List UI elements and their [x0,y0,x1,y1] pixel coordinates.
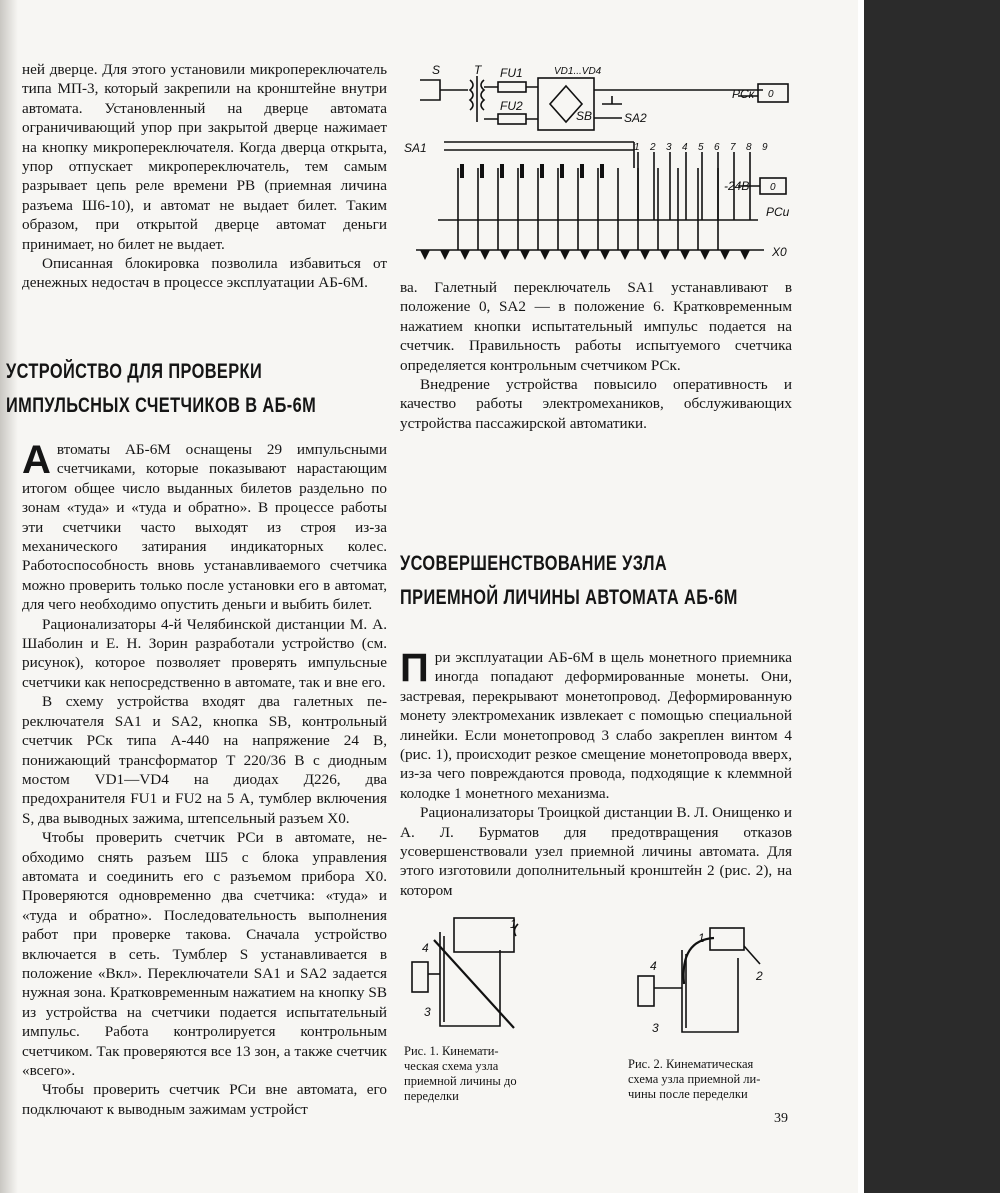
article-paragraph: Чтобы проверить счетчик PCи в автомате, необходимо снять разъем Ш5 с блока управления автомата и соединить его с разъемом прибора X0. Проверяются одновременно два счетчика: «туда» и «туда и обратно». Последовательность выполнения работ при проверке такова. Сначала устройство включается в сеть. Тумблер S устанавливается в положение «Вкл». Переключатели SA1 и SA2 задается нужная зона. Кратковременным нажатием на кнопку SB из устройства на счетчики подается испытательный импульс. Работа контролируется контрольным счетчиком. Так проверяются все 13 зон, а также счетчик «всего». [22,829,387,1079]
fig1-label: 4 [422,941,429,955]
fig1-label: 3 [424,1005,431,1019]
label-vd: VD1...VD4 [554,66,602,77]
article-heading-counters [6,355,316,423]
switch-position: 4 [682,142,688,153]
switch-position: 1 [634,142,640,153]
intro-paragraph: ней дверце. Для этого установили микропереключатель типа МП-3, который закрепили на кронштейне внутри автомата. Установленный на дверце автомата ограничивающий упор при закрытой дверце нажимает на кнопку микропереключателя. Когда дверца открыта, упор отпускает микропереключатель, тем самым разрывает цепь реле времени РВ (приемная личина разъема Ш6-10), и автомат не выдает билет. Таким образом, при открытой дверце автомат деньги принимает, но билет не выдает. [22,61,387,253]
switch-position: 7 [730,142,736,153]
continuation-paragraph: ва. Галетный переключатель SA1 устанавливают в положение 0, SA2 — в положение 6. Кратковременным нажатием кнопки испытательный импульс подается на счетчик. Правильность работы испытуемого счетчика определяется контрольным счетчиком PCк. [400,279,792,374]
label-sb: SB [576,109,593,123]
page-number: 39 [774,1111,788,1126]
first-paragraph [400,648,792,803]
label-24v: -24В [724,179,750,193]
continuation-paragraph: Внедрение устройства повысило оперативность и качество работы электромехаников, обслуживающих устройства пассажирской автоматики. [400,376,792,432]
article-paragraph: В схему устройства входят два галетных переключателя SA1 и SA2, кнопка SB, контрольный счетчик PCк типа А-440 на напряжение 24 В, понижающий трансформатор T 220/36 В с диодным мостом VD1—VD4 на диодах Д226, два предохранителя FU1 и FU2 на 5 А, тумблер включения S, два выводных зажима, штепсельный разъем X0. [22,693,387,827]
label-fu2: FU2 [500,99,523,113]
right-column-continuation [400,278,792,433]
fig2-label: 1 [698,931,705,945]
label-pck: PCк [732,87,755,101]
heading-line: ИМПУЛЬСНЫХ СЧЕТЧИКОВ В АБ-6М [6,394,317,417]
heading-line: ПРИЕМНОЙ ЛИЧИНЫ АВТОМАТА АБ-6М [400,586,738,609]
label-t: T [474,63,482,77]
article-paragraph: Чтобы проверить счетчик PCи вне автомата, его подключают к выводным зажимам устройст [22,1081,387,1118]
label-fu1: FU1 [500,66,523,80]
fig2-label: 3 [652,1021,659,1035]
heading-line: УСОВЕРШЕНСТВОВАНИЕ УЗЛА [400,552,668,575]
label-pcu: PCи [766,205,790,219]
figure-1-caption: Рис. 1. Кинематическая схема узла приемной личины до переделки [404,1044,517,1103]
label-sa1: SA1 [404,141,427,155]
first-paragraph-text: втоматы АБ-6М оснащены 29 импульсными счетчиками, которые показывают нарастающим итогом общее число выданных билетов раздельно по зонам «туда» и «туда и обратно». В процессе работы эти счетчики часто выходят из строя из-за механического затирания индикаторных колес. Работоспособность вновь устанавливаемого счетчика можно проверить только после установки его в автомат, для чего необходимо опустить деньги и выбить билет. [22,441,387,614]
first-paragraph-text: ри эксплуатации АБ-6М в щель монетного приемника иногда попадают деформированные монеты. Они, застревая, перекрывают монетопровод. Деформированную монету электромеханик извлекает с помощью специальной линейки. Если монетопровод 3 слабо закреплен винтом 4 (рис. 1), происходит резкое смещение монетопровода вверх, из-за чего повреждаются провода, подходящие к клеммной колодке 1 монетного механизма. [400,649,792,802]
fig1-label: 1 [510,917,517,931]
figure-2-diagram [620,924,770,1044]
fig2-label: 2 [756,969,763,983]
article-paragraph: Рационализаторы Троицкой дистанции В. Л. Онищенко и А. Л. Бурматов для предотвращения отказов усовершенствовали узел приемной личины автомата. Для этого изготовили дополнительный кронштейн 2 (рис. 2), на котором [400,804,792,899]
dropcap: П [400,646,429,690]
switch-position: 5 [698,142,704,153]
switch-position: 2 [650,142,656,153]
first-paragraph [22,440,387,615]
intro-paragraph: Описанная блокировка позволила избавиться от денежных недостач в процессе эксплуатации АБ-6М. [22,255,387,292]
article-paragraph: Рационализаторы 4-й Челябинской дистанции М. А. Шаболин и Е. Н. Зорин разработали устройство (см. рисунок), которое позволяет проверять импульсные счетчики как непосредственно в автомате, так и вне его. [22,615,387,691]
left-column-article [22,440,387,1119]
left-column-intro [22,60,387,293]
label-pcu-terminal: 0 [770,182,776,193]
circuit-diagram [398,60,798,275]
label-pck-terminal: 0 [768,89,774,100]
dropcap: А [22,438,51,482]
fig2-label: 4 [650,959,657,973]
label-sa2: SA2 [624,111,647,125]
label-s: S [432,63,441,77]
binding-shadow [0,0,18,1193]
figure-1-diagram [404,910,544,1038]
heading-line: УСТРОЙСТВО ДЛЯ ПРОВЕРКИ [6,360,263,383]
figure-2-caption: Рис. 2. Кинематическая схема узла приемной личины после переделки [628,1057,761,1101]
label-x0: X0 [772,245,787,259]
article-heading-coin-slot [400,547,738,615]
right-column-article [400,648,792,900]
switch-position: 6 [714,142,720,153]
book-spine [864,0,1000,1193]
switch-position: 8 [746,142,752,153]
switch-position: 3 [666,142,672,153]
switch-position: 9 [762,142,768,153]
